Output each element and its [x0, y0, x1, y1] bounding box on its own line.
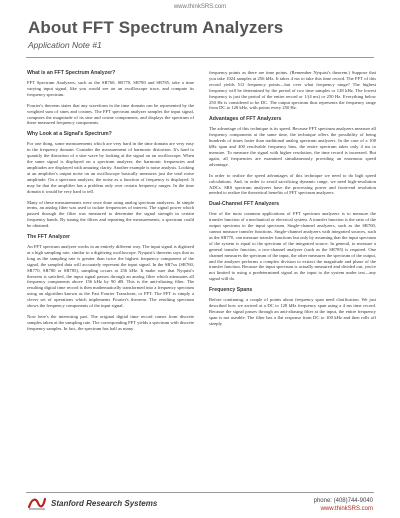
paragraph: Fourier's theorem states that any waveform in the time domain can be represented by the weighted sum of sines and cosines. The FFT spectrum analyzer samples the input signal, computes the magnitude of its sine and cosine components, and displays the spectrum of these measured frequency components.: [27, 102, 194, 126]
page-title: About FFT Spectrum Analyzers: [28, 18, 284, 37]
paragraph: One of the most common applications of FFT spectrum analyzers is to measure the transfer function of a mechanical or electrical system. A transfer function is the ratio of the output spectrum to the input spectrum. Single-channel analyzers, such as the SR760, cannot measure transfer functions. Single-channel analyzers with integrated sources, such as the SR770, can measure transfer functions but only by assuming that the input spectrum of the system is equal to the spectrum of the integrated source. In general, to measure a general transfer function, a two-channel analyzer (such as the SR785) is required. One channel measures the spectrum of the input, the other measures the spectrum of the output, and the analyzer performs a complex division to extract the magnitude and phase of the transfer function. Because the input spectrum is actually measured and divided out, you're not limited to using a predetermined signal as the input to the system under test—any signal will do.: [209, 211, 376, 282]
footer-url[interactable]: www.thinkSRS.com: [320, 506, 373, 512]
section: [209, 287, 376, 327]
section: [27, 70, 194, 126]
section-heading: Dual-Channel FFT Analyzers: [209, 201, 280, 208]
footer-brand: [27, 496, 157, 510]
paragraph: An FFT spectrum analyzer works in an entirely different way. The input signal is digitized at a high sampling rate, similar to a digitizing oscilloscope. Nyquist's theorem says that as long as the sampling rate is greater than twice the highest frequency component of the signal, the sampled data will accurately represent the input signal. In the SR7xx (SR760, SR770, SR780 or SR785), sampling occurs at 256 kHz. It make sure that Nyquist's theorem is satisfied, the input signal passes through an analog filter which attenuates all frequency components above 156 kHz by 90 dB. This is the anti-aliasing filter. The resulting digital time record is then mathematically transformed into a frequency spectrum using an algorithm known as the Fast Fourier Transform, or FFT. The FFT is simply a clever set of operations which implements Fourier's theorem. The resulting spectrum shows the frequency components of the input signal.: [27, 244, 194, 309]
header-url[interactable]: www.thinkSRS.com: [173, 4, 227, 10]
page-subtitle: Application Note #1: [28, 40, 102, 50]
section-heading: Frequency Spans: [209, 287, 253, 294]
paragraph: Before continuing, a couple of points about frequency span need clarification. We just described how we arrived at a DC to 128 kHz frequency span using a 4 ms time record. Because the signal passes through an anti-aliasing filter at the input, the entire frequency span is not useable. The filter has a flat response from DC to 100 kHz and then rolls off steeply: [209, 297, 376, 326]
section-heading: Why Look at a Signal's Spectrum?: [27, 131, 112, 138]
paragraph: Now here's the interesting part. The original digital time record comes from discrete samples taken at the sampling rate. The corresponding FFT yields a spectrum with discrete frequency samples. In fact, the spectrum has half as many: [27, 314, 194, 331]
section-heading: What is an FFT Spectrum Analyzer?: [27, 70, 116, 76]
paragraph: The advantage of this technique is its speed. Because FFT spectrum analyzers measure all frequency components at the same time, the technique offers the possibility of being hundreds of times faster than traditional analog spectrum analyzers. In the case of a 100 kHz span and 400 resolvable frequency bins, the entire spectrum takes only 4 ms to measure. To measure the signal with higher resolution, the time record is increased. But again, all frequencies are examined simultaneously providing an enormous speed advantage.: [209, 126, 376, 167]
left-column: [27, 70, 194, 337]
header-divider: [26, 57, 374, 58]
section-heading: The FFT Analyzer: [27, 234, 71, 241]
section-heading: Advantages of FFT Analyzers: [209, 116, 282, 123]
section: [209, 70, 376, 111]
right-column: [209, 70, 376, 332]
paragraph: For one thing, some measurements which are very hard in the time domain are very easy in the frequency domain. Consider the measurement of harmonic distortion. It's hard to quantify the distortion of a sine wave by looking at the signal on an oscilloscope. When the same signal is displayed on a spectrum analyzer, the harmonic frequencies and amplitudes are displayed with amazing clarity. Another example is noise analysis. Looking at an amplifier's output noise on an oscilloscope basically measures just the total noise amplitude. On a spectrum analyzer, the noise as a function of frequency is displayed. It may be that the amplifier has a problem only over certain frequency ranges. In the time domain it would be very hard to tell.: [27, 141, 194, 194]
section: [27, 234, 194, 332]
phone-number: phone: (408)744-9040: [313, 498, 373, 504]
paragraph: frequency points as there are time points. (Remember Nyquist's theorem.) Suppose that you take 1024 samples at 256 kHz. It takes 4 ms to take this time record. The FFT of this record yields 512 frequency points—but over what frequency range? The highest frequency will be determined by the period of two time samples or 128 kHz. The lowest frequency is just the period of the entire record or 1/(4 ms) or 250 Hz. Everything below 250 Hz is considered to be DC. The output spectrum thus represents the frequency range from DC to 128 kHz, with points every 250 Hz.: [209, 70, 376, 111]
section: [209, 116, 376, 196]
footer-divider: [26, 492, 374, 493]
srs-logo-icon: [27, 496, 47, 510]
section: [209, 201, 376, 282]
company-name: Stanford Research Systems: [51, 498, 158, 508]
paragraph: In order to realize the speed advantages of this technique we need to do high speed calculations. And, in order to avoid sacrificing dynamic range, we need high-resolution ADCs. SRS spectrum analyzers have the processing power and front-end resolution needed to realize the theoretical benefits of FFT spectrum analyzers.: [209, 172, 376, 196]
section: [27, 131, 194, 229]
paragraph: FFT Spectrum Analyzers, such as the SR760, SR770, SR780 and SR785, take a time varying input signal, like you would see on an oscilloscope trace, and compute its frequency spectrum.: [27, 80, 194, 97]
footer-contact: [314, 497, 373, 513]
paragraph: Many of these measurements were once done using analog spectrum analyzers. In simple terms, an analog filter was used to isolate frequencies of interest. The signal power which passed through the filter was measured to determine the signal strength in certain frequency bands. By tuning the filters and repeating the measurements, a spectrum could be obtained.: [27, 199, 194, 229]
